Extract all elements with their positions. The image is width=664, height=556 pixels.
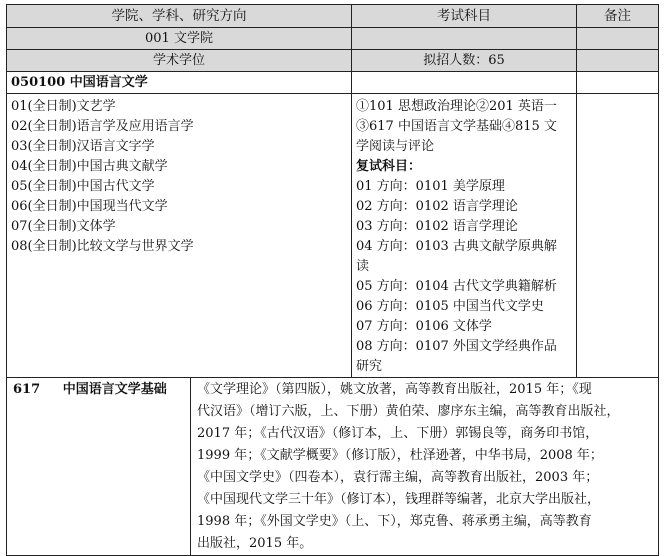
college-name: 001 文学院	[7, 28, 352, 50]
catalog-table	[6, 4, 659, 556]
bibliography-line: 代汉语》（增订六版，上、下册）黄伯荣、廖序东主编，高等教育出版社，	[197, 404, 620, 419]
direction-item: 02(全日制)语言学及应用语言学	[11, 119, 194, 134]
major-code-name: 050100 中国语言文学	[7, 72, 352, 94]
retest-line: 读	[356, 259, 370, 274]
direction-item: 08(全日制)比较文学与世界文学	[11, 239, 194, 254]
direction-item: 06(全日制)中国现当代文学	[11, 199, 168, 214]
bibliography-line: 《中国文学史》（四卷本），袁行霈主编，高等教育出版社，2003 年；	[197, 470, 599, 485]
retest-line: 03 方向：0102 语言学理论	[356, 219, 518, 234]
major-remarks-blank	[577, 72, 659, 94]
bibliography-line: 1999 年；《文献学概要》（修订版），杜泽逊著，中华书局，2008 年；	[197, 448, 603, 463]
retest-line: 05 方向：0104 古代文学典籍解析	[356, 279, 557, 294]
initial-exam-line: ③617 中国语言文学基础④815 文	[356, 119, 557, 134]
bibliography-line: 《文学理论》（第四版），姚文放著，高等教育出版社，2015 年；《现	[197, 382, 592, 397]
directions-list	[7, 94, 352, 378]
bibliography-line: 《中国现代文学三十年》（修订本），钱理群等编著，北京大学出版社，	[197, 492, 601, 507]
retest-line: 02 方向：0102 语言学理论	[356, 199, 518, 214]
college-exam-blank	[352, 28, 577, 50]
retest-line: 研究	[356, 359, 383, 374]
bibliography-row	[7, 378, 659, 556]
retest-line: 06 方向：0105 中国当代文学史	[356, 299, 544, 314]
retest-line: 04 方向：0103 古典文献学原典解	[356, 239, 557, 254]
bibliography-subject-name: 中国语言文学基础	[62, 382, 167, 397]
degree-remarks-blank	[577, 50, 659, 72]
direction-item: 03(全日制)汉语言文字学	[11, 139, 155, 154]
direction-item: 01(全日制)文艺学	[11, 99, 116, 114]
retest-line: 01 方向：0101 美学原理	[356, 179, 505, 194]
bibliography-subject	[7, 378, 191, 556]
enrollment-count: 拟招人数：65	[352, 50, 577, 72]
major-exam-blank	[352, 72, 577, 94]
bibliography-line: 2017 年；《古代汉语》（修订本，上、下册）郭锡良等，商务印书馆，	[197, 426, 599, 441]
direction-item: 05(全日制)中国古代文学	[11, 179, 155, 194]
bibliography-line: 1998 年；《外国文学史》（上、下），郑克鲁、蒋承勇主编，高等教育	[197, 514, 592, 529]
directions-row	[7, 94, 659, 378]
bibliography-line: 出版社，2015 年。	[197, 536, 313, 551]
retest-line: 07 方向：0106 文体学	[356, 319, 492, 334]
major-row	[7, 72, 659, 94]
directions-remarks-blank	[577, 94, 659, 378]
header-exam-subjects: 考试科目	[352, 5, 577, 28]
header-remarks: 备注	[577, 5, 659, 28]
degree-type: 学术学位	[7, 50, 352, 72]
admissions-catalog-page	[6, 4, 658, 551]
header-row	[7, 5, 659, 28]
direction-item: 04(全日制)中国古典文献学	[11, 159, 168, 174]
initial-exam-line: 学阅读与评论	[356, 139, 435, 154]
degree-row	[7, 50, 659, 72]
college-row	[7, 28, 659, 50]
bibliography-text	[191, 378, 659, 556]
exam-subjects-cell	[352, 94, 577, 378]
college-remarks-blank	[577, 28, 659, 50]
bibliography-code: 617	[13, 382, 41, 397]
direction-item: 07(全日制)文体学	[11, 219, 116, 234]
initial-exam-line: ①101 思想政治理论②201 英语一	[356, 99, 557, 114]
retest-title: 复试科目：	[356, 159, 422, 174]
retest-line: 08 方向：0107 外国文学经典作品	[356, 339, 557, 354]
header-college-subject-direction: 学院、学科、研究方向	[7, 5, 352, 28]
